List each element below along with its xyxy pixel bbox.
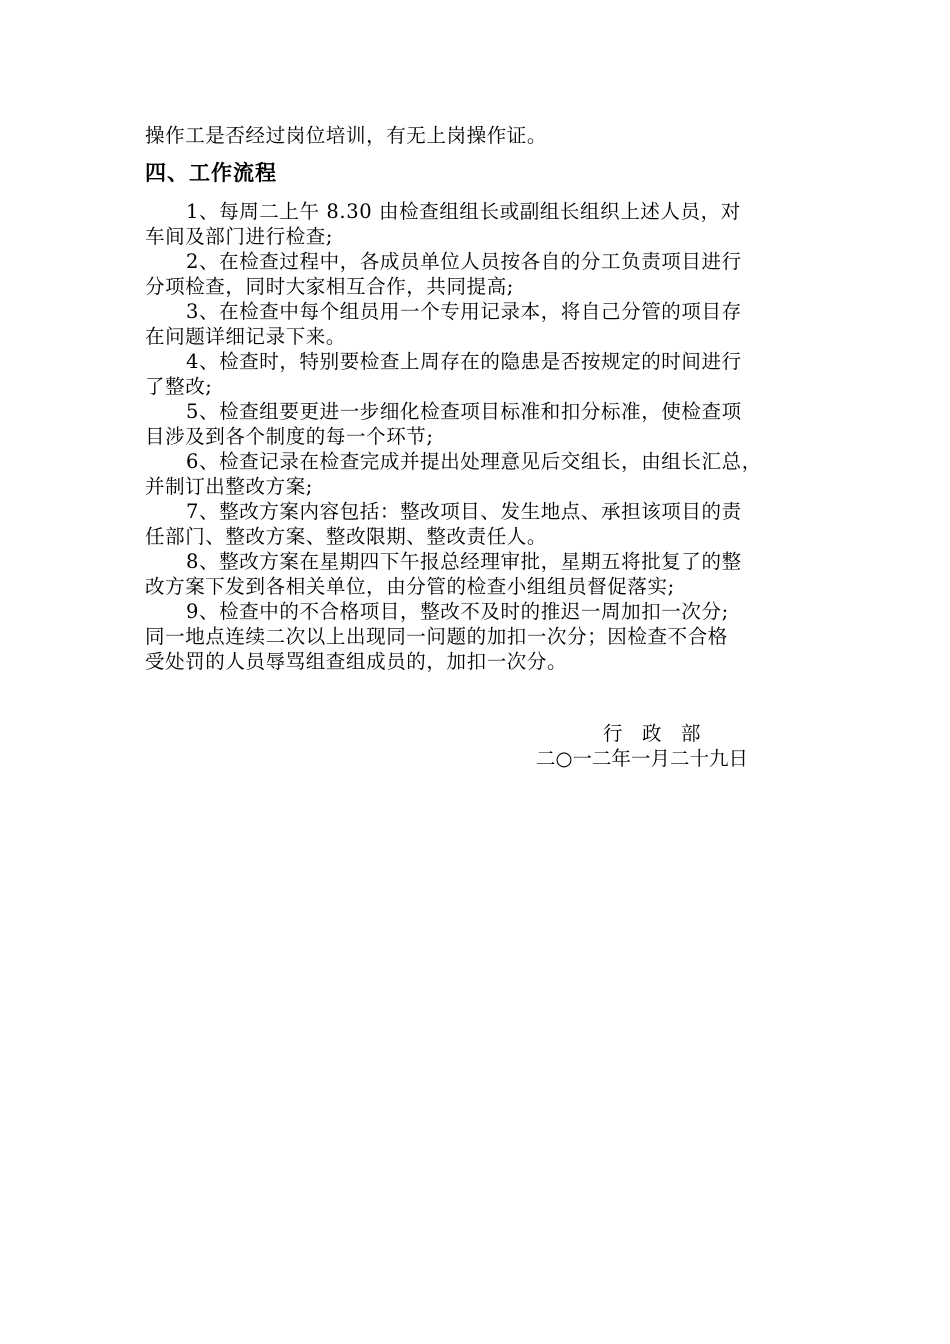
paragraph-line: 任部门、整改方案、整改限期、整改责任人。 <box>145 525 548 548</box>
paragraph-line: 了整改; <box>145 375 213 398</box>
paragraph-line: 在问题详细记录下来。 <box>145 325 347 348</box>
paragraph-line: 8、整改方案在星期四下午报总经理审批，星期五将批复了的整 <box>186 550 742 573</box>
paragraph-line: 7、整改方案内容包括：整改项目、发生地点、承担该项目的责 <box>186 500 742 523</box>
paragraph-line: 目涉及到各个制度的每一个环节; <box>145 425 434 448</box>
paragraph-line: 分项检查，同时大家相互合作，共同提高; <box>145 275 514 298</box>
paragraph-line: 5、检查组要更进一步细化检查项目标准和扣分标准，使检查项 <box>186 400 742 423</box>
paragraph-line: 1、每周二上午 8.30 由检查组组长或副组长组织上述人员，对 <box>186 200 741 223</box>
signature-department: 行 政 部 <box>603 722 701 745</box>
paragraph-line: 3、在检查中每个组员用一个专用记录本，将自己分管的项目存 <box>186 300 742 323</box>
intro-line: 操作工是否经过岗位培训，有无上岗操作证。 <box>145 124 548 147</box>
paragraph-line: 并制订出整改方案; <box>145 475 313 498</box>
paragraph-line: 受处罚的人员辱骂组查组成员的，加扣一次分。 <box>145 650 568 673</box>
section-heading: 四、工作流程 <box>145 160 277 185</box>
signature-date: 二○一二年一月二十九日 <box>536 747 749 770</box>
paragraph-line: 改方案下发到各相关单位，由分管的检查小组组员督促落实; <box>145 575 675 598</box>
paragraph-line: 6、检查记录在检查完成并提出处理意见后交组长，由组长汇总， <box>186 450 762 473</box>
paragraph-line: 同一地点连续二次以上出现同一问题的加扣一次分；因检查不合格 <box>145 625 728 648</box>
paragraph-line: 4、检查时，特别要检查上周存在的隐患是否按规定的时间进行 <box>186 350 742 373</box>
paragraph-line: 2、在检查过程中，各成员单位人员按各自的分工负责项目进行 <box>186 250 742 273</box>
paragraph-line: 车间及部门进行检查; <box>145 225 334 248</box>
paragraph-line: 9、检查中的不合格项目，整改不及时的推迟一周加扣一次分; <box>186 600 729 623</box>
